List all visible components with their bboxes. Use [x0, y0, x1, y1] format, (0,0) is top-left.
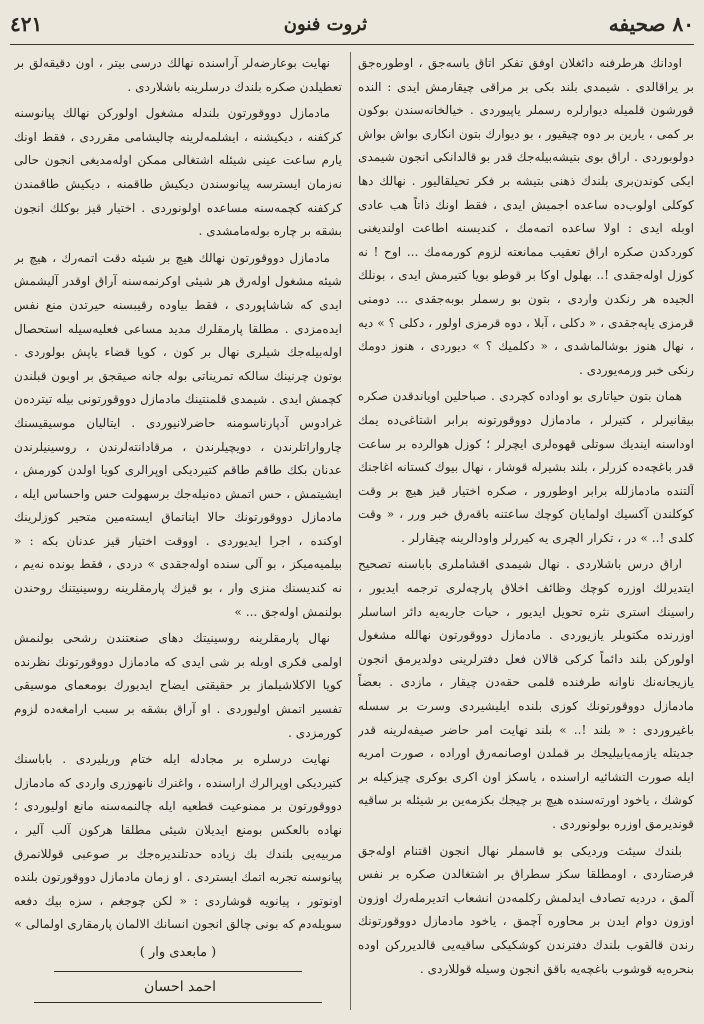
paragraph: مادمازل دووقورتون نهالك هیچ بر شیئه دقت اتمه‌رك ، هیچ بر شیئه مشغول اوله‌رق هر شیئی اوکرنمه‌سنه آراق اوقدر آلیشمش ایدی که شاشاپوردی ، فقط بیاوده رقیبسنه حیرتدن منع نفس ایده‌مزدی . مطلقا پارمقلرك مدید مساعی فعلیه‌سیله استحصال اوله‌بیله‌جك شیلری نهال بر کون ، کویا قضاء یاپش بولوردی . بوتون چرنینك سالكه تمریناتی بوله جانه صیقجق بر اوبون قبلندن کچمش ایدی . شیمدی قلمنتینك مادمازل دووقورتونی بیله تیترده‌ن غرادوس آدپارناسومنه حاضرلانیوردی . ایتالیان موسیقیسنك چارواراتلرندن ، دویچیلرندن ، مرقادانته‌لرندن ، روسینیلرندن عدنان بکك طاقم طاقم کتیردیکی اوپرالری کویا اولدن کورمش ، ایشیتمش ، حس اتمش ده‌نیله‌جك برسهولت حس واحساس ایله ، مادمازل دووقورتونك حالا ایناتماق ایسته‌مین متحیر کوزلرینك اوکنده ، اجرا ایدیوردی . اووقت اختیار قیز عدنان بکه : « بیلمیه‌میکز ، بو آلی سنده اوله‌جقدی » دردی ، فقط بونده نه‌یم ، نه کندیسنك منزی وار ، بو قیزك پارمقلرینه روسینیتنك روحندن بولنمش اوله‌جق ... » [14, 250, 342, 619]
header-rule [10, 44, 694, 45]
column-separator [350, 52, 351, 1010]
page-number: ٤٢١ [10, 12, 43, 36]
paragraph: نهایت درسلره بر مجادله ایله ختام وریلیردی . باباسنك کتیردیکی اوپرالرك اراسنده ، واغنرك نانهوزری واردی که مادمازل دووقورتون بر ممنوعیت قطعیه ایله چالنمه‌سنه مانع اولیوردی ؛ نهاده بالعکس بومنع ایدیلان شیئی مطلقا هرکون آلب آلیر ، مربیه‌یی بلندك بك زیاده حدتلندیره‌جك بر صوعبی قوللانمرق پیانوسنه تجربه اتمك ایستردی . او زمان مادمازل دووقورتون بلنده اونوتور ، پیانویه قوشاردی : « لکن چوجغم ، سزه بیك دفعه سویله‌دم که بونی چالق انجون انسانك الالمان پارمقاری اولمالی » [14, 752, 342, 932]
journal-title: ثروت فنون [283, 13, 368, 35]
right-column [358, 52, 694, 1010]
page-label: ٨٠ صحیفه [608, 12, 694, 36]
paragraph: نهال پارمقلرینه روسینیتك دهای صنعتندن رشحی بولنمش اولمی فکری اوبله بر شی ایدی که مادمازل دووقورتونك نظرنده کویا الاکلاشیلماز بر حقیقتی ایضاح ایدیورك بومعمای موسیقی تفسیر اتمش اولیوردی . او آراق بشقه بر سبب ارامغه‌ده لزوم کورمزدی . [14, 631, 342, 740]
divider [54, 971, 302, 972]
continuation-note: ( مابعدی وار ) [139, 944, 217, 960]
paragraph: اراق درس باشلاردی . نهال شیمدی اقشاملری باباسنه تصحیح ایتدیرلك اوزره کوچك وظائف اخلاق پارچه‌لری ترجمه ایدیور ، راسینك استری نثره تحویل ایدیور ، حیات جاریه‌یه دائر اساسلر اوزرنده مکتوبلر یازیوردی . مادمازل دووقورتون نهالله مشغول اولورکن بلند دائماً کرکی قالان فعل دفترلرینی دولدیرمق انجون یازیجانه‌نك ناوانه طرفنده قلمی حقه‌دن چیقار ، مازدی . بعضاً مادمازل دووقورتونك کوزی بلنده ایلیشیردی وسرت بر سسله باغیروردی : « بلند !.. » بلند نهایت امر حاضر صیفه‌لرینه قدر جدیتله یازمه‌یابیلیجك بر قملدن اوصانمه‌رق اوراده ، صورت امریه ایله صورت التشائیه اراسنده ، یاسکز اون اکری بوکری چیزکیله بر کوشك ، یاخود اورته‌سنده هیچ بر چیجك بکزمه‌ین بر شیئله بر ساقیه قوندیرمق اوزره بولونوردی . [358, 557, 694, 831]
page-header [10, 6, 694, 42]
paragraph: بلندك سیئت وردیکی بو قاسملر نهال انجون اقتنام اوله‌جق فرصتاردی ، اومطلقا سکز سطراق بر اشتغالدن صکره بر نفس آلمق ، دردیه تصادف ایدلمش رکلمه‌دن انشعاب اتدیرمله‌رك اوزون اوزون دوام ایدن بر محاوره آچمق ، یاخود مادمازل دووقورتونك رندن قالقوب بلندك دفترندن کوشکیکی ساقیه‌یی قالدیررکن اوده بنحره‌یه قوشوب باغچه‌یه باقق انجون وسیله قوللاردی . [358, 843, 694, 976]
author-name: احمد احسان [144, 978, 217, 995]
paragraph: همان بتون حیاتاری بو اوداده کچردی . صباحلین اویاندقدن صکره بیقانیرلر ، کتیرلر ، مادمازل دووقورتونه برابر اشتاغی‌ده یمك اوداسنه ایندیك سوتلی قهوه‌لری ایچرلر ؛ کوزل هوالرده بر ساعت قدر باغچه‌ده کزرلر ، بلند بشیرله قوشار ، نهال بیوك کستانه اغاجنك آلتنده مادمازلله برابر اوطورور ، صکره اختیار قیز هیچ بر وقت کوکلندن آکسیك اولمایان کوچك ساعتنه باقه‌رق خبر ورر ، « وقت کلدی !.. » در ، تکرار الچری یه کیررلر واودالرینه چیقارلر . [358, 389, 694, 545]
paragraph: نهایت بوعارضه‌لر آراسنده نهالك درسی بیتر ، اون دقیقه‌لق بر تعطیلدن صکره بلندك درسلرینه باشلاردی . [14, 56, 342, 94]
paragraph: مادمازل دووقورتون بلندله مشغول اولورکن نهالك پیانوسنه کرکفنه ، دیکیشنه ، ایشلمه‌لرینه چالیشامی مقرردی ، فقط اونك یارم ساعت عینی شیئله اشتغالی ممکن اوله‌مدیغی انجون حالی نه‌زمان ایسترسه پیانوسندن دیکیش طاقمنه ، دیکیش طاقمندن کرکفنه کچمه‌سنه مساعده اولونوردی . اختیار قیز بوکلك انجون بشقه بر چاره بوله‌مامشدی . [14, 106, 342, 239]
divider [34, 1002, 322, 1003]
paragraph: اودانك هرطرفنه دائغلان اوفق تفکر اتاق یاسه‌جق ، اوطوره‌جق بر یراقالدی . شیمدی بلند بکی بر مراقی چیقارمش ایدی : النده قورشون قلمیله دیوارلره رسملر یاپیوردی . خیالخانه‌سندن بوکون بر کمی ، یارین بر دوه چیقیور ، بو دیوارك بتون انکاری بواش بواش دولوبوردی . اراق بوی بتیشه‌بیله‌جك قدر بو قالدانکی انجون شیمدی ایکی کوندن‌بری بلندك ذهنی بتیشه بر فکر تحیلقالیور . نهالك دها کوکلی اولوب‌ده ساعده اجمیش ایدی ، فقط اونك ذاتاً هب عادی اوبله ایدی : اولا ساعده اتمه‌مك ، کندیسنه اطاعت اولندیغنی کوردکدن صکره اراق تعقیب ممانعته لزوم کورمه‌مك ... اوح ! نه کوزل اوله‌جقدی !.. بهلول اوکا بر قوطو بویا کتیرمش ایدی ، بونلك الجیده هر رنکدن واردی ، بتون بو رسملر بوبه‌جقدی ... دومنی قرمزی یاپه‌جقدی ، « دکلی ، آبلا ، دوه قرمزی اولور ، دکلی ؟ » دیه ، نهال هنوز بوشالماشدی ، « دکلمیك ؟ » دیوردی ، هنوز دومك رنکی خبر ورمه‌یوردی . [358, 56, 694, 377]
left-column [14, 52, 342, 1010]
